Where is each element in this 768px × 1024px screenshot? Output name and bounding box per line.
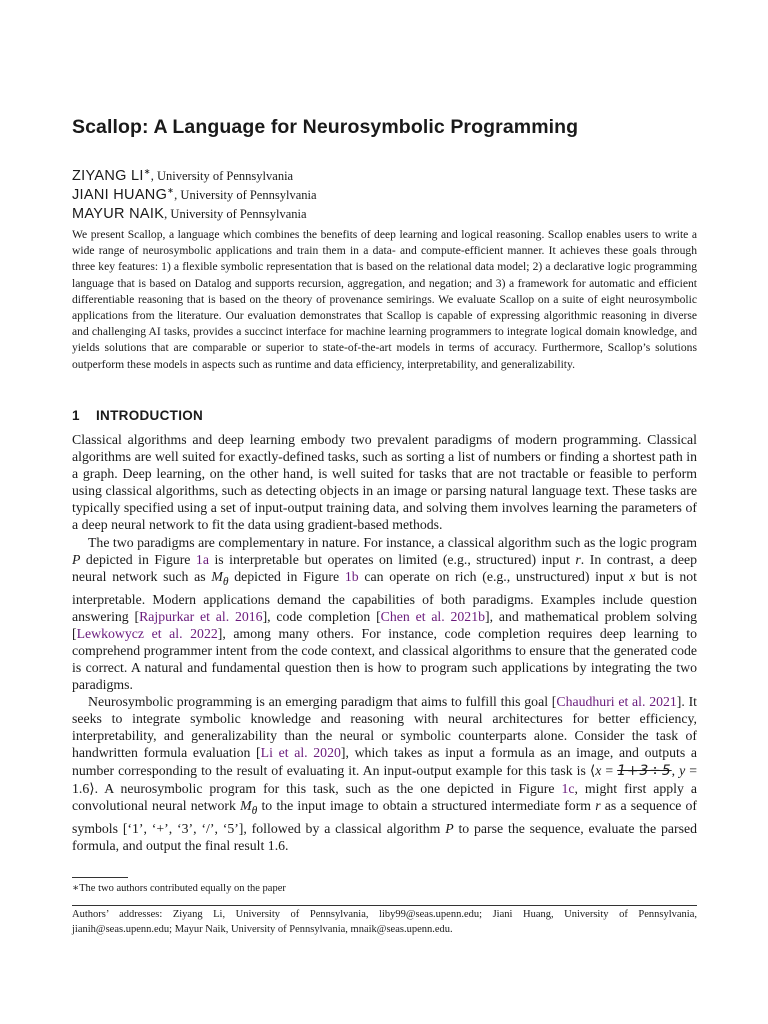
math-subscript: θ xyxy=(251,804,258,817)
author-entry xyxy=(72,200,317,222)
math-symbol: x xyxy=(595,762,602,778)
author-affiliation: , University of Pennsylvania xyxy=(164,206,307,221)
abstract: We present Scallop, a language which combines the benefits of deep learning and logical reasoning. Scallop enables users to write a wide range of neurosymbolic applications and train them in a data- and compute-efficient manner. It achieves these goals through three key features: 1) a flexible symbolic representation that is based on the relational data model; 2) a declarative logic programming language that is based on Datalog and supports recursion, aggregation, and negation; and 3) a framework for automatic and efficient differentiable reasoning that is based on the theory of provenance semirings. We evaluate Scallop on a suite of eight neurosymbolic applications from the literature. Our evaluation demonstrates that Scallop is capable of expressing algorithmic reasoning in diverse and challenging AI tasks, provides a succinct interface for machine learning programmers to integrate logical domain knowledge, and yields solutions that are comparable or superior to state-of-the-art models in terms of accuracy. Furthermore, Scallop’s solutions outperform these models in aspects such as runtime and data efficiency, interpretability, and generalizability. xyxy=(72,228,697,371)
section-number: 1 xyxy=(72,408,80,423)
paper-title: Scallop: A Language for Neurosymbolic Programming xyxy=(72,116,579,138)
body-text xyxy=(72,431,697,854)
math-symbol: r xyxy=(575,551,581,567)
math-symbol: r xyxy=(595,797,601,813)
author-affiliation: , University of Pennsylvania xyxy=(174,187,317,202)
math-symbol: P xyxy=(445,820,454,836)
citation-link[interactable]: Rajpurkar et al. 2016 xyxy=(139,608,263,624)
paragraph-2: The two paradigms are complementary in nature. For instance, a classical algorithm such as the logic program P depicted in Figure 1a is interpretable but operates on limited (e.g., structured) input r. In contrast, a deep neural network such as $M_\theta$ depicted in Figure 1b can operate on rich (e.g., unstructured) input x but is not interpretable. Modern applications demand the capabilities of both paradigms. Examples include question answering [Rajpurkar et al. 2016], code completion [Chen et al. 2021b], and mathematical problem solving [Lewkowycz et al. 2022], among many others. For instance, code completion requires deep learning to comprehend programmer intent from the code context, and classical algorithms to ensure that the generated code is correct. A natural and fundamental question then is how to program such applications by integrating the two paradigms. xyxy=(72,534,698,693)
section-title: INTRODUCTION xyxy=(96,408,204,423)
author-mark: ∗ xyxy=(167,186,175,195)
citation-link[interactable]: Lewkowycz et al. 2022 xyxy=(76,625,218,641)
author-mark: ∗ xyxy=(143,167,151,176)
addresses-divider xyxy=(72,905,697,906)
author-affiliation: , University of Pennsylvania xyxy=(150,168,294,183)
author-name: ZIYANG LI∗ xyxy=(72,167,151,184)
citation-link[interactable]: Chen et al. 2021b xyxy=(380,608,485,624)
handwritten-formula-image: 1+3÷5 xyxy=(617,762,672,779)
section-heading xyxy=(72,408,203,423)
math-symbol: x xyxy=(629,568,636,584)
paragraph-1: Classical algorithms and deep learning embody two prevalent paradigms of modern programming. Classical algorithms are well suited for exactly-defined tasks, such as sorting a list of numbers or finding a shortest path in a graph. Deep learning, on the other hand, is well suited for tasks that are not tractable or feasible to perform using classical algorithms, such as detecting objects in an image or parsing natural language text. These tasks are typically specified using a set of input-output training data, and solving them involves learning the parameters of a deep neural network to fit the data using gradient-based methods. xyxy=(72,432,697,533)
figure-link-1c[interactable]: 1c xyxy=(561,780,575,796)
footnote: ∗The two authors contributed equally on the paper xyxy=(72,883,286,894)
paragraph-3: Neurosymbolic programming is an emerging paradigm that aims to fulfill this goal [Chaudhuri et al. 2021]. It seeks to integrate symbolic knowledge and reasoning with neural architectures for better efficiency, interpretability, and generalizability than the neural or symbolic counterparts alone. Consider the task of handwritten formula evaluation [Li et al. 2020], which takes as input a formula as an image, and outputs a number corresponding to the result of evaluating it. An input-output example for this task is ⟨x = 1+3÷5, y = 1.6⟩. A neurosymbolic program for this task, such as the one depicted in Figure 1c, might first apply a convolutional neural network $M_\theta$ to the input image to obtain a structured intermediate form r as a sequence of symbols [‘1’, ‘+’, ‘3’, ‘/’, ‘5’], followed by a classical algorithm P to parse the sequence, evaluate the parsed formula, and output the final result 1.6. xyxy=(72,694,698,853)
math-symbol: M xyxy=(240,797,252,813)
figure-link-1b[interactable]: 1b xyxy=(344,568,359,584)
author-name: MAYUR NAIK xyxy=(72,205,165,222)
citation-link[interactable]: Chaudhuri et al. 2021 xyxy=(556,694,677,710)
math-symbol: M xyxy=(211,568,223,584)
math-symbol: y xyxy=(679,762,686,778)
author-list xyxy=(72,162,317,222)
author-name: JIANI HUANG∗ xyxy=(72,186,175,203)
author-entry xyxy=(72,181,317,203)
math-subscript: θ xyxy=(222,575,229,588)
footnote-divider xyxy=(72,877,128,878)
author-entry xyxy=(72,162,317,184)
citation-link[interactable]: Li et al. 2020 xyxy=(260,745,341,761)
author-addresses: Authors’ addresses: Ziyang Li, University of Pennsylvania, liby99@seas.upenn.edu; Jiani Huang, University of Pennsylvania, jianih@seas.upenn.edu; Mayur Naik, University of Pennsylvania, mnaik@seas.upenn.edu. xyxy=(72,909,697,935)
math-symbol: P xyxy=(72,551,81,567)
figure-link-1a[interactable]: 1a xyxy=(195,551,209,567)
